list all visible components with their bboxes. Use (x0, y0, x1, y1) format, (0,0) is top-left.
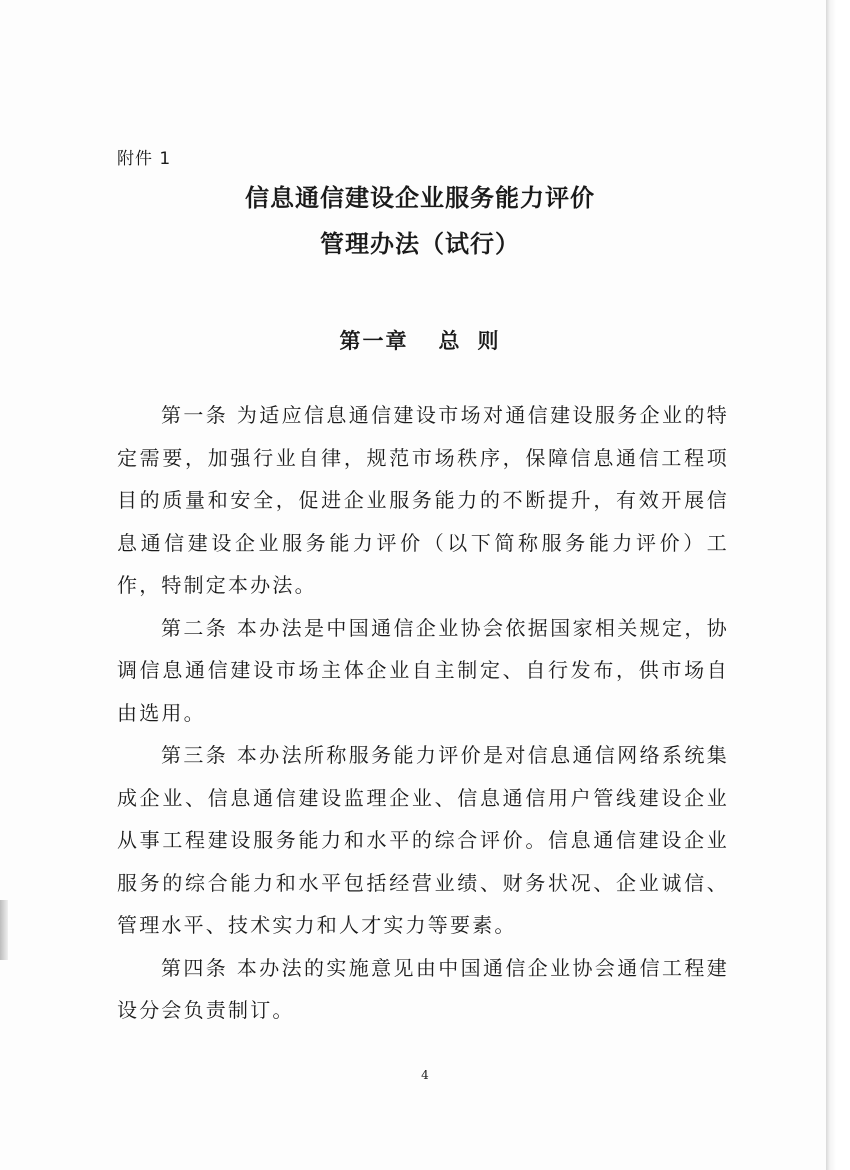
document-title-line-2: 管理办法（试行） (320, 230, 520, 258)
article-label: 第四条 (161, 955, 229, 980)
article-4 (117, 947, 729, 1032)
article-3 (117, 734, 729, 947)
attachment-label: 附件 1 (117, 149, 172, 169)
chapter-name-part-2: 则 (477, 329, 501, 353)
document-title-line-1: 信息通信建设企业服务能力评价 (245, 184, 595, 212)
article-text: 本办法的实施意见由中国通信企业协会通信工程建设分会负责制订。 (117, 955, 729, 1022)
page-number: 4 (421, 1068, 429, 1082)
scan-edge-shadow (826, 0, 850, 1170)
article-label: 第三条 (161, 743, 229, 767)
article-label: 第二条 (161, 615, 229, 640)
chapter-number: 第一章 (339, 329, 409, 353)
chapter-name-part-1: 总 (438, 329, 462, 353)
article-label: 第一条 (161, 403, 229, 427)
article-1 (117, 394, 729, 607)
document-body (117, 394, 729, 1032)
scan-edge-mark (0, 900, 8, 960)
chapter-heading (0, 325, 840, 355)
article-text: 为适应信息通信建设市场对通信建设服务企业的特定需要，加强行业自律，规范市场秩序，保障信息通信工程项目的质量和安全，促进企业服务能力的不断提升，有效开展信息通信建设企业服务能力评价（以下简称服务能力评价）工作，特制定本办法。 (117, 403, 729, 597)
article-2 (117, 607, 729, 735)
article-text: 本办法所称服务能力评价是对信息通信网络系统集成企业、信息通信建设监理企业、信息通信用户管线建设企业从事工程建设服务能力和水平的综合评价。信息通信建设企业服务的综合能力和水平包括经营业绩、财务状况、企业诚信、管理水平、技术实力和人才实力等要素。 (117, 743, 729, 937)
article-text: 本办法是中国通信企业协会依据国家相关规定，协调信息通信建设市场主体企业自主制定、自行发布，供市场自由选用。 (117, 615, 729, 725)
